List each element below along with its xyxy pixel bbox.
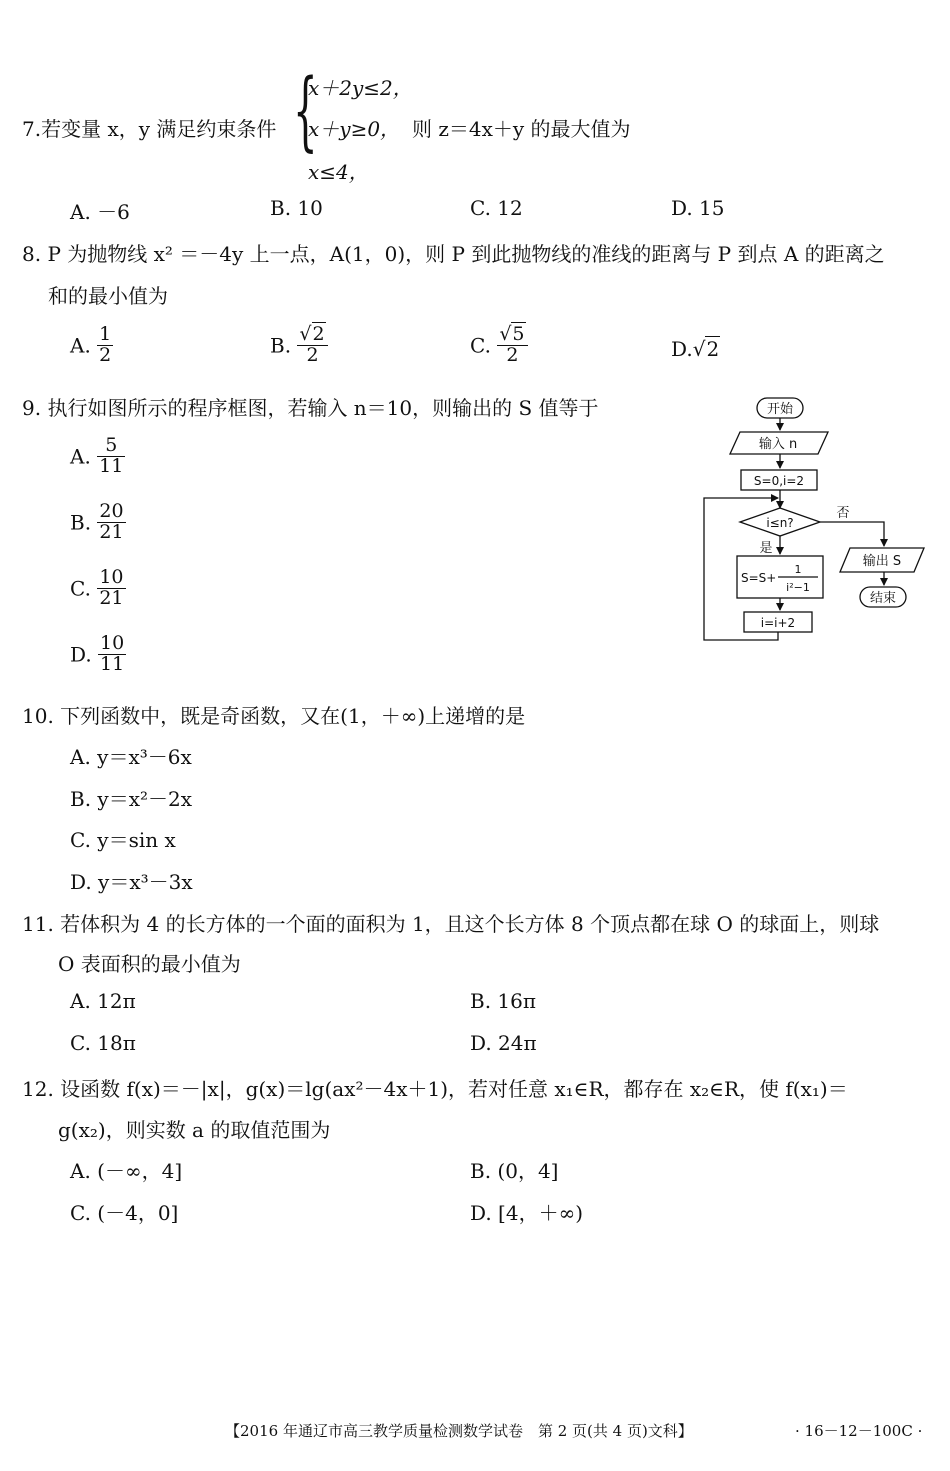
q8-a-denominator: 2 xyxy=(99,343,112,366)
q12-option-b: B. (0，4] xyxy=(470,1159,559,1183)
flow-update-den: i²−1 xyxy=(786,581,810,594)
q9-c-denominator: 21 xyxy=(99,586,124,609)
q8-d-radical: √ xyxy=(692,337,706,361)
q12-option-c: C. (－4，0] xyxy=(70,1201,179,1225)
q8-line-2: 和的最小值为 xyxy=(48,284,168,308)
q9-c-label: C. xyxy=(70,576,91,601)
footer-code: · 16－12－100C · xyxy=(795,1422,923,1440)
q8-option-a xyxy=(70,325,113,366)
q9-a-fraction xyxy=(97,436,125,477)
q8-a-fraction xyxy=(97,325,113,366)
flow-output-text: 输出 S xyxy=(862,554,902,569)
q8-d-radicand: 2 xyxy=(706,337,720,361)
flow-update-s-text: S=S+ xyxy=(741,571,777,585)
q7-brace: { xyxy=(293,61,318,161)
q9-d-denominator: 11 xyxy=(100,652,125,675)
q7-option-d: D. 15 xyxy=(671,196,725,220)
q10-option-d: D. y＝x³－3x xyxy=(70,870,193,894)
q8-b-radical: √ xyxy=(299,323,312,345)
q8-c-fraction xyxy=(497,325,527,366)
q11-option-b: B. 16π xyxy=(470,989,537,1013)
q7-stem-text: 若变量 x，y 满足约束条件 xyxy=(41,117,277,141)
q12-line-1: 12. 设函数 f(x)＝－|x|，g(x)＝lg(ax²－4x＋1)，若对任意 x₁∈R，都存在 x₂∈R，使 f(x₁)＝ xyxy=(22,1077,848,1101)
q7-option-b: B. 10 xyxy=(270,196,323,220)
q9-d-numerator: 10 xyxy=(100,632,125,654)
q9-option-c xyxy=(70,568,126,609)
q11-option-a: A. 12π xyxy=(70,989,136,1013)
flow-start-text: 开始 xyxy=(766,402,794,417)
q10-stem: 10. 下列函数中，既是奇函数，又在(1，＋∞)上递增的是 xyxy=(22,704,526,728)
q7-stem-tail: 则 z＝4x＋y 的最大值为 xyxy=(412,117,631,141)
q9-d-label: D. xyxy=(70,642,92,667)
q11-option-c: C. 18π xyxy=(70,1031,136,1055)
q11-line-1: 11. 若体积为 4 的长方体的一个面的面积为 1，且这个长方体 8 个顶点都在球 O 的球面上，则球 xyxy=(22,912,880,936)
q9-b-label: B. xyxy=(70,510,92,535)
q7-number: 7. xyxy=(22,117,42,141)
q9-option-b xyxy=(70,502,126,543)
q12-line-2: g(x₂)，则实数 a 的取值范围为 xyxy=(58,1118,331,1142)
q7-constraint-1: x＋2y≤2， xyxy=(308,76,413,100)
q7-constraint-2: x＋y≥0， xyxy=(308,117,401,141)
q9-b-fraction xyxy=(97,502,125,543)
q8-b-fraction xyxy=(297,325,327,366)
q11-line-2: O 表面积的最小值为 xyxy=(58,952,241,976)
q8-option-d xyxy=(671,337,720,361)
q8-line-1: 8. P 为抛物线 x² ＝－4y 上一点，A(1，0)，则 P 到此抛物线的准线的距离与 P 到点 A 的距离之 xyxy=(22,242,885,266)
q8-option-b xyxy=(270,325,328,366)
flow-update-i-text: i=i+2 xyxy=(760,616,796,630)
q8-b-numerator: 2 xyxy=(312,323,325,345)
q8-c-denominator: 2 xyxy=(506,343,519,366)
q8-c-radical: √ xyxy=(499,323,512,345)
flow-yes-label: 是 xyxy=(759,541,773,556)
q12-option-a: A. (－∞，4] xyxy=(70,1159,183,1183)
q7-option-a: A. －6 xyxy=(70,200,130,224)
q10-option-a: A. y＝x³－6x xyxy=(70,745,192,769)
q10-option-c: C. y＝sin x xyxy=(70,828,176,852)
q9-c-numerator: 10 xyxy=(99,566,124,588)
flow-end-text: 结束 xyxy=(869,591,897,606)
q8-option-c xyxy=(470,325,528,366)
flow-update-num: 1 xyxy=(794,563,802,576)
footer-title: 【2016 年通辽市高三教学质量检测数学试卷 第 2 页(共 4 页)文科】 xyxy=(225,1422,693,1440)
q9-a-denominator: 11 xyxy=(99,454,124,477)
q12-option-d: D. [4，＋∞) xyxy=(470,1201,584,1225)
q7-stem xyxy=(22,113,276,142)
flow-cond-text: i≤n? xyxy=(766,516,794,530)
q8-b-label: B. xyxy=(270,333,292,358)
q8-d-label: D. xyxy=(671,337,693,361)
flow-init-text: S=0,i=2 xyxy=(753,474,805,488)
q9-stem: 9. 执行如图所示的程序框图，若输入 n＝10，则输出的 S 值等于 xyxy=(22,396,599,420)
q7-option-c: C. 12 xyxy=(470,196,523,220)
q8-c-numerator: 5 xyxy=(512,323,525,345)
q8-b-denominator: 2 xyxy=(306,343,319,366)
q8-a-label: A. xyxy=(70,333,91,358)
q11-option-d: D. 24π xyxy=(470,1031,537,1055)
flow-no-label: 否 xyxy=(836,506,850,521)
q9-a-label: A. xyxy=(70,444,91,469)
q9-a-numerator: 5 xyxy=(97,436,125,457)
q9-b-numerator: 20 xyxy=(99,500,124,522)
q9-option-d xyxy=(70,634,126,675)
q10-option-b: B. y＝x²－2x xyxy=(70,787,193,811)
q8-c-label: C. xyxy=(470,333,491,358)
q9-flowchart xyxy=(700,392,930,647)
flow-input-text: 输入 n xyxy=(758,437,798,452)
q9-d-fraction xyxy=(98,634,126,675)
q9-c-fraction xyxy=(97,568,125,609)
q9-b-denominator: 21 xyxy=(99,520,124,543)
q8-a-numerator: 1 xyxy=(99,323,112,345)
q7-constraint-3: x≤4， xyxy=(308,160,369,184)
q9-option-a xyxy=(70,436,125,477)
